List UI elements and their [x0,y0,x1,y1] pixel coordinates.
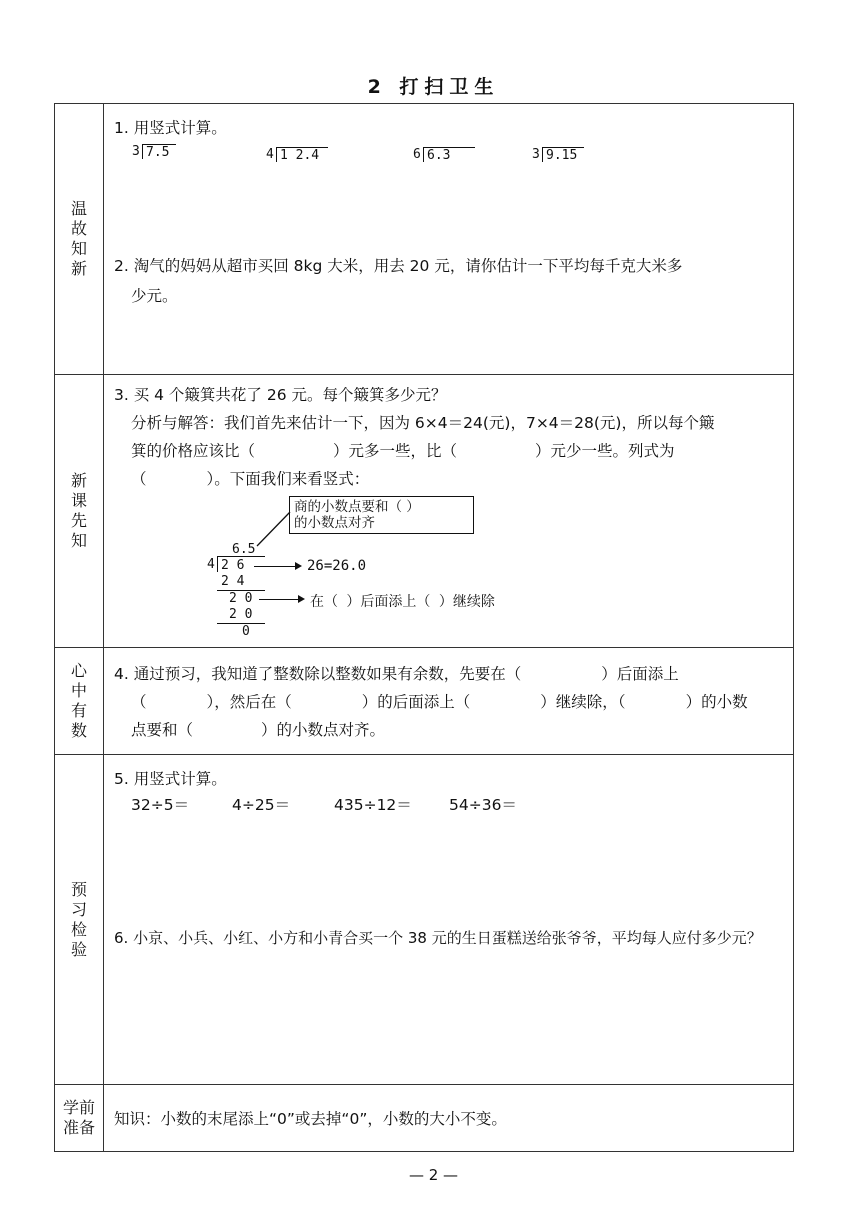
prep-knowledge: 知识：小数的末尾添上“0”或去掉“0”，小数的大小不变。 [114,1110,507,1128]
question-5: 5. 用竖式计算。 [114,770,227,788]
section-label-review: 温故知新 [55,104,104,375]
section-label-mind: 心中有数 [55,648,104,755]
section-label-check: 预习检验 [55,755,104,1085]
calc-item-2: 4÷25＝ [232,796,291,814]
practice-cell [104,755,794,1085]
divisor: 4 [207,557,215,572]
analysis-line2: 箕的价格应该比（ ）元多一些，比（ ）元少一些。列式为 [131,442,675,460]
note-box: 商的小数点要和（ ） 的小数点对齐 [289,496,474,534]
question-6: 6. 小京、小兵、小红、小方和小青合买一个 38 元的生日蛋糕送给张爷爷，平均每人应付多少元？ [114,929,762,947]
section-label-new: 新课先知 [55,375,104,648]
equivalence-note: 26=26.0 [307,558,367,574]
calc-item-3: 435÷12＝ [334,796,412,814]
section-label-prep: 学前准备 [55,1085,104,1152]
calc-item-1: 32÷5＝ [131,796,190,814]
summary-line3: 点要和（ ）的小数点对齐。 [131,721,386,739]
dividend: 2 6 [221,558,245,573]
step-note: 在（ ）后面添上（ ）继续除 [310,594,495,610]
question-2-line1: 2. 淘气的妈妈从超市买回 8kg 大米，用去 20 元，请你估计一下平均每千克大米多 [114,257,683,275]
page-number: — 2 — [408,1166,459,1184]
question-2-line2: 少元。 [131,287,178,305]
page-title: 2 打扫卫生 [367,76,500,98]
quotient: 6.5 [232,542,256,557]
summary-line1: 4. 通过预习，我知道了整数除以整数如果有余数，先要在（ ）后面添上 [114,665,679,683]
new-lesson-cell: 3. 买 4 个簸箕共花了 26 元。每个簸箕多少元？ 分析与解答：我们首先来估计一下，因为 6×4＝24(元)，7×4＝28(元)，所以每个簸 箕的价格应该比（ ）元多一些，比（ ）元少一些。列式为 （ ）。下面我们来看竖式： 商的小数点要和（ ） 的小数点对齐 6.5 4 2 6 26=26.0 2 4 2 0 在（ ）后面添上（ ）继续除 2 0 0 [104,375,794,648]
summary-cell [104,648,794,755]
review-cell: 1. 用竖式计算。 3 7.5 4 1 2.4 6 6.3 3 9.15 2. 淘气的妈妈从超市买回 8kg 大米，用去 20 元，请你估计一下平均每千克大米多 少元。 [104,104,794,375]
worksheet-table [54,103,794,1152]
question-1: 1. 用竖式计算。 [114,119,227,137]
calc-item-4: 54÷36＝ [449,796,517,814]
prep-cell [104,1085,794,1152]
summary-line2: （ ），然后在（ ）的后面添上（ ）继续除，（ ）的小数 [131,693,748,711]
analysis-line3: （ ）。下面我们来看竖式： [131,470,370,488]
analysis-line1: 分析与解答：我们首先来估计一下，因为 6×4＝24(元)，7×4＝28(元)，所以每个簸 [131,414,715,432]
pointer-line [254,510,294,550]
question-3: 3. 买 4 个簸箕共花了 26 元。每个簸箕多少元？ [114,386,447,404]
